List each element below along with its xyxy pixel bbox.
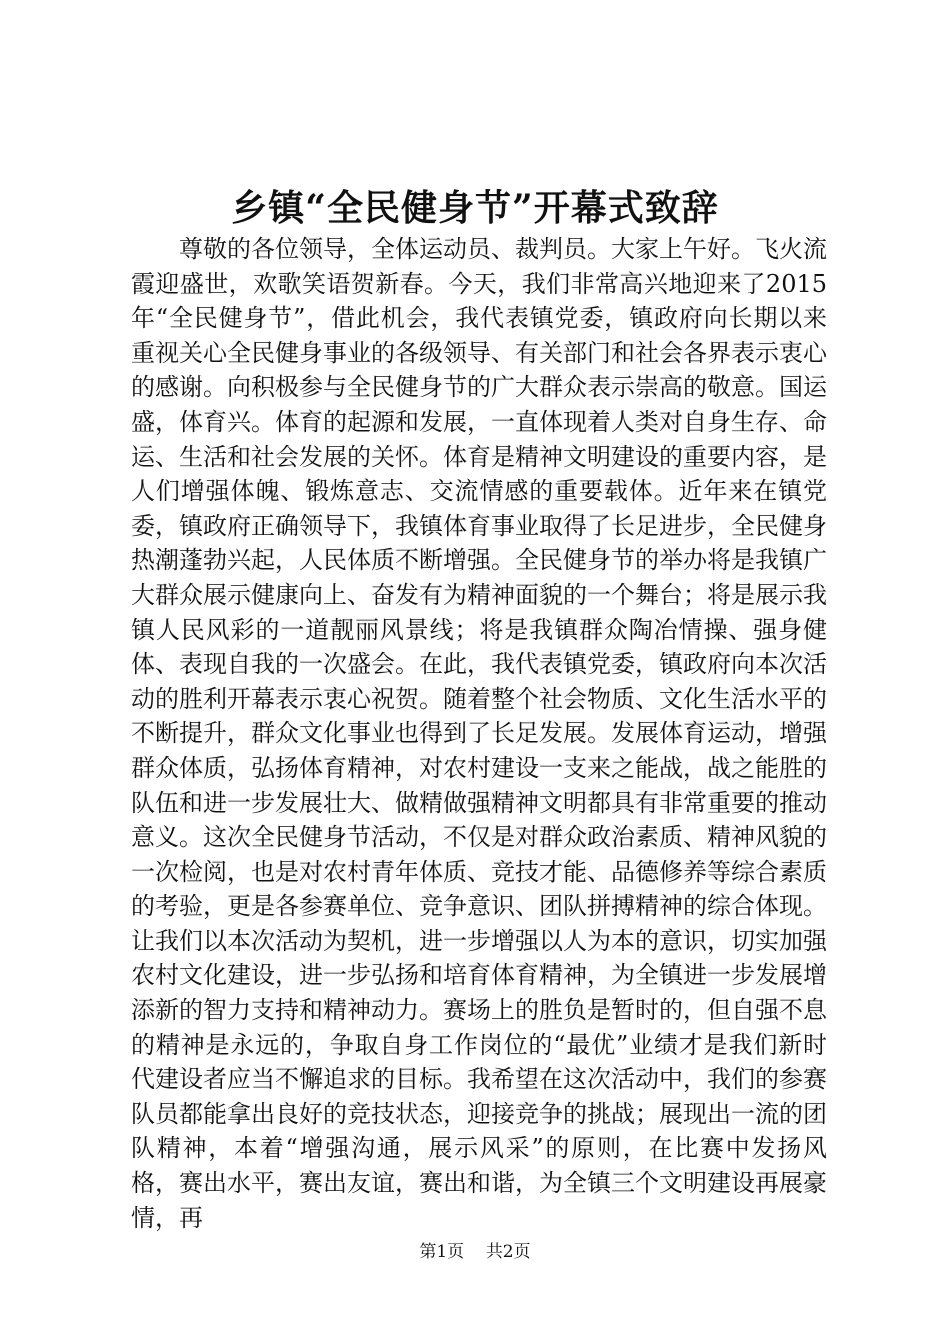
document-title: 乡镇“全民健身节”开幕式致辞 (231, 187, 719, 229)
page-number-total: 共2页 (485, 1242, 531, 1262)
footer-separator (470, 1242, 481, 1262)
page-number-current: 第1页 (419, 1242, 465, 1262)
document-body: 尊敬的各位领导，全体运动员、裁判员。大家上午好。飞火流霞迎盛世，欢歌笑语贺新春。今天，我们非常高兴地迎来了2015年“全民健身节”，借此机会，我代表镇党委，镇政府向长期以来重视关心全民健身事业的各级领导、有关部门和社会各界表示衷心的感谢。向积极参与全民健身节的广大群众表示崇高的敬意。国运盛，体育兴。体育的起源和发展，一直体现着人类对自身生存、命运、生活和社会发展的关怀。体育是精神文明建设的重要内容，是人们增强体魄、锻炼意志、交流情感的重要载体。近年来在镇党委，镇政府正确领导下，我镇体育事业取得了长足进步，全民健身热潮蓬勃兴起，人民体质不断增强。全民健身节的举办将是我镇广大群众展示健康向上、奋发有为精神面貌的一个舞台；将是展示我镇人民风彩的一道靓丽风景线；将是我镇群众陶冶情操、强身健体、表现自我的一次盛会。在此，我代表镇党委，镇政府向本次活动的胜利开幕表示衷心祝贺。随着整个社会物质、文化生活水平的不断提升，群众文化事业也得到了长足发展。发展体育运动，增强群众体质，弘扬体育精神，对农村建设一支来之能战，战之能胜的队伍和进一步发展壮大、做精做强精神文明都具有非常重要的推动意义。这次全民健身节活动，不仅是对群众政治素质、精神风貌的一次检阅，也是对农村青年体质、竞技才能、品德修养等综合素质的考验，更是各参赛单位、竞争意识、团队拼搏精神的综合体现。让我们以本次活动为契机，进一步增强以人为本的意识，切实加强农村文化建设，进一步弘扬和培育体育精神，为全镇进一步发展增添新的智力支持和精神动力。赛场上的胜负是暂时的，但自强不息的精神是永远的，争取自身工作岗位的“最优”业绩才是我们新时代建设者应当不懈追求的目标。我希望在这次活动中，我们的参赛队员都能拿出良好的竞技状态，迎接竞争的挑战；展现出一流的团队精神，本着“增强沟通，展示风采”的原则，在比赛中发扬风格，赛出水平，赛出友谊，赛出和谐，为全镇三个文明建设再展豪情，再 (131, 235, 827, 1232)
page-footer (0, 1240, 950, 1264)
